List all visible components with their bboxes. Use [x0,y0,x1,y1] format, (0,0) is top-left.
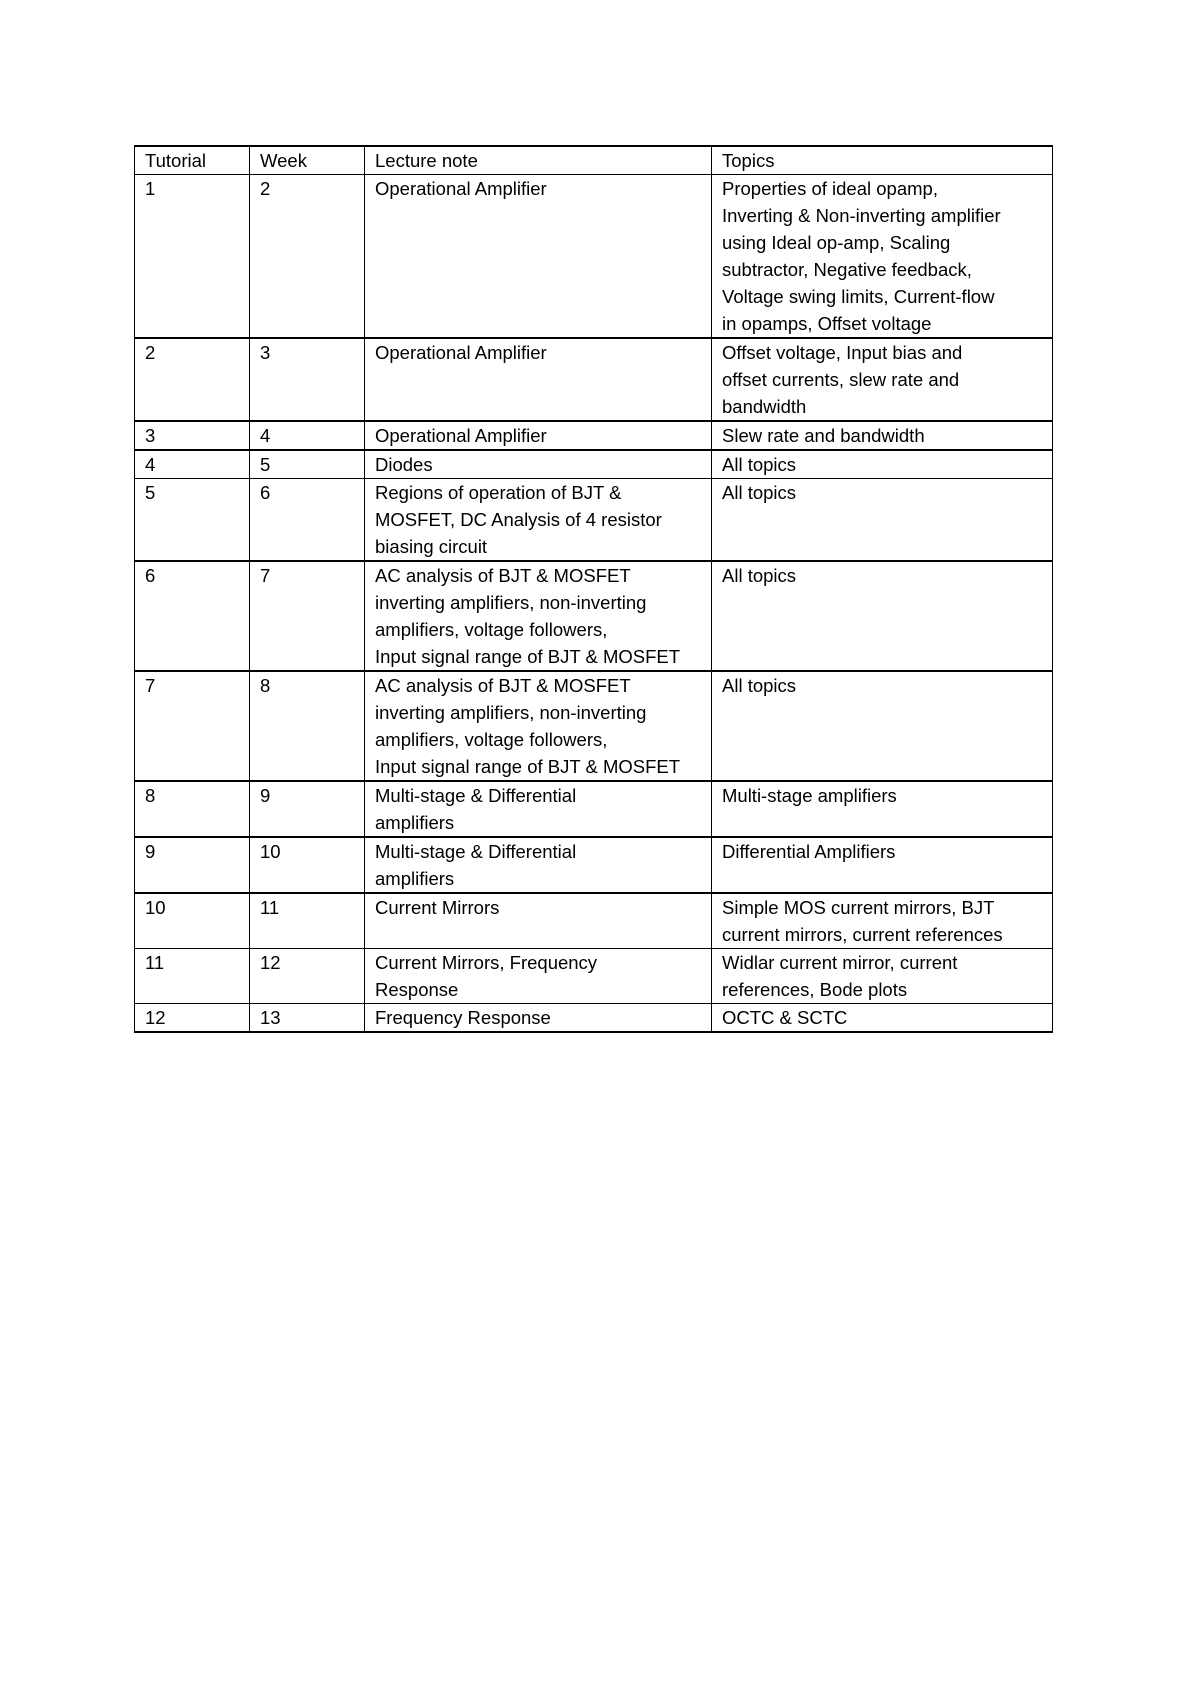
cell-lecture-note [365,338,712,421]
cell-week: 4 [250,421,365,450]
lecture-note-line: AC analysis of BJT & MOSFET [375,675,631,696]
topics-line: All topics [722,482,797,503]
cell-topics [712,893,1053,949]
table-row [135,893,1053,949]
cell-week: 11 [250,893,365,949]
cell-tutorial: 11 [135,949,250,1004]
header-week: Week [250,146,365,175]
cell-lecture-note [365,561,712,671]
topics-line: OCTC & SCTC [722,1007,848,1028]
cell-tutorial: 2 [135,338,250,421]
table-row [135,175,1053,339]
lecture-note-line: biasing circuit [375,536,488,557]
lecture-note-line: Current Mirrors [375,897,500,918]
topics-line: using Ideal op-amp, Scaling [722,232,951,253]
cell-week: 6 [250,479,365,562]
lecture-note-line: Operational Amplifier [375,425,547,446]
topics-line: in opamps, Offset voltage [722,313,932,334]
topics-line: All topics [722,675,797,696]
cell-week: 8 [250,671,365,781]
cell-lecture-note [365,949,712,1004]
table-body [135,175,1053,1033]
header-row [135,146,1053,175]
table-row [135,837,1053,893]
cell-week: 7 [250,561,365,671]
topics-line: references, Bode plots [722,979,908,1000]
lecture-note-line: amplifiers [375,812,455,833]
cell-lecture-note [365,893,712,949]
cell-topics [712,781,1053,837]
topics-line: Voltage swing limits, Current-flow [722,286,995,307]
topics-line: Widlar current mirror, current [722,952,958,973]
lecture-note-line: Diodes [375,454,433,475]
cell-week: 5 [250,450,365,479]
cell-topics [712,479,1053,562]
cell-topics [712,175,1053,339]
table-row [135,949,1053,1004]
lecture-note-line: Frequency Response [375,1007,551,1028]
topics-line: All topics [722,565,797,586]
lecture-note-line: inverting amplifiers, non-inverting [375,702,647,723]
lecture-note-line: Multi-stage & Differential [375,841,577,862]
cell-lecture-note [365,450,712,479]
lecture-note-line: Input signal range of BJT & MOSFET [375,646,681,667]
cell-week: 13 [250,1004,365,1033]
cell-lecture-note [365,837,712,893]
lecture-note-line: inverting amplifiers, non-inverting [375,592,647,613]
lecture-note-line: amplifiers, voltage followers, [375,729,608,750]
table-row [135,450,1053,479]
topics-line: offset currents, slew rate and [722,369,960,390]
cell-lecture-note [365,1004,712,1033]
topics-line: Differential Amplifiers [722,841,896,862]
topics-line: current mirrors, current references [722,924,1003,945]
cell-tutorial: 12 [135,1004,250,1033]
cell-tutorial: 4 [135,450,250,479]
lecture-note-line: Operational Amplifier [375,342,547,363]
cell-week: 10 [250,837,365,893]
cell-week: 2 [250,175,365,339]
lecture-note-line: amplifiers [375,868,455,889]
topics-line: Properties of ideal opamp, [722,178,938,199]
header-tutorial: Tutorial [135,146,250,175]
cell-tutorial: 7 [135,671,250,781]
lecture-note-line: Multi-stage & Differential [375,785,577,806]
lecture-note-line: Operational Amplifier [375,178,547,199]
cell-topics [712,671,1053,781]
table-row [135,561,1053,671]
table-row [135,781,1053,837]
cell-tutorial: 10 [135,893,250,949]
topics-line: bandwidth [722,396,807,417]
lecture-note-line: Response [375,979,459,1000]
cell-lecture-note [365,175,712,339]
lecture-note-line: Current Mirrors, Frequency [375,952,598,973]
cell-topics [712,450,1053,479]
cell-topics [712,949,1053,1004]
cell-week: 3 [250,338,365,421]
cell-tutorial: 5 [135,479,250,562]
cell-topics [712,1004,1053,1033]
cell-topics [712,561,1053,671]
topics-line: Multi-stage amplifiers [722,785,897,806]
lecture-note-line: MOSFET, DC Analysis of 4 resistor [375,509,662,530]
table-row [135,421,1053,450]
topics-line: Inverting & Non-inverting amplifier [722,205,1001,226]
header-topics: Topics [712,146,1053,175]
cell-lecture-note [365,671,712,781]
topics-line: Offset voltage, Input bias and [722,342,963,363]
cell-topics [712,837,1053,893]
cell-week: 9 [250,781,365,837]
cell-topics [712,338,1053,421]
cell-lecture-note [365,421,712,450]
table-row [135,338,1053,421]
table-header [135,146,1053,175]
table-row [135,671,1053,781]
lecture-note-line: Regions of operation of BJT & [375,482,622,503]
topics-line: Slew rate and bandwidth [722,425,925,446]
cell-tutorial: 9 [135,837,250,893]
cell-week: 12 [250,949,365,1004]
cell-tutorial: 6 [135,561,250,671]
table-row [135,479,1053,562]
cell-tutorial: 1 [135,175,250,339]
lecture-note-line: amplifiers, voltage followers, [375,619,608,640]
cell-topics [712,421,1053,450]
topics-line: subtractor, Negative feedback, [722,259,972,280]
cell-tutorial: 3 [135,421,250,450]
cell-lecture-note [365,781,712,837]
header-lecture-note: Lecture note [365,146,712,175]
lecture-note-line: AC analysis of BJT & MOSFET [375,565,631,586]
lecture-note-line: Input signal range of BJT & MOSFET [375,756,681,777]
tutorial-schedule-table [134,145,1053,1033]
topics-line: Simple MOS current mirrors, BJT [722,897,995,918]
cell-tutorial: 8 [135,781,250,837]
topics-line: All topics [722,454,797,475]
cell-lecture-note [365,479,712,562]
table-row [135,1004,1053,1033]
